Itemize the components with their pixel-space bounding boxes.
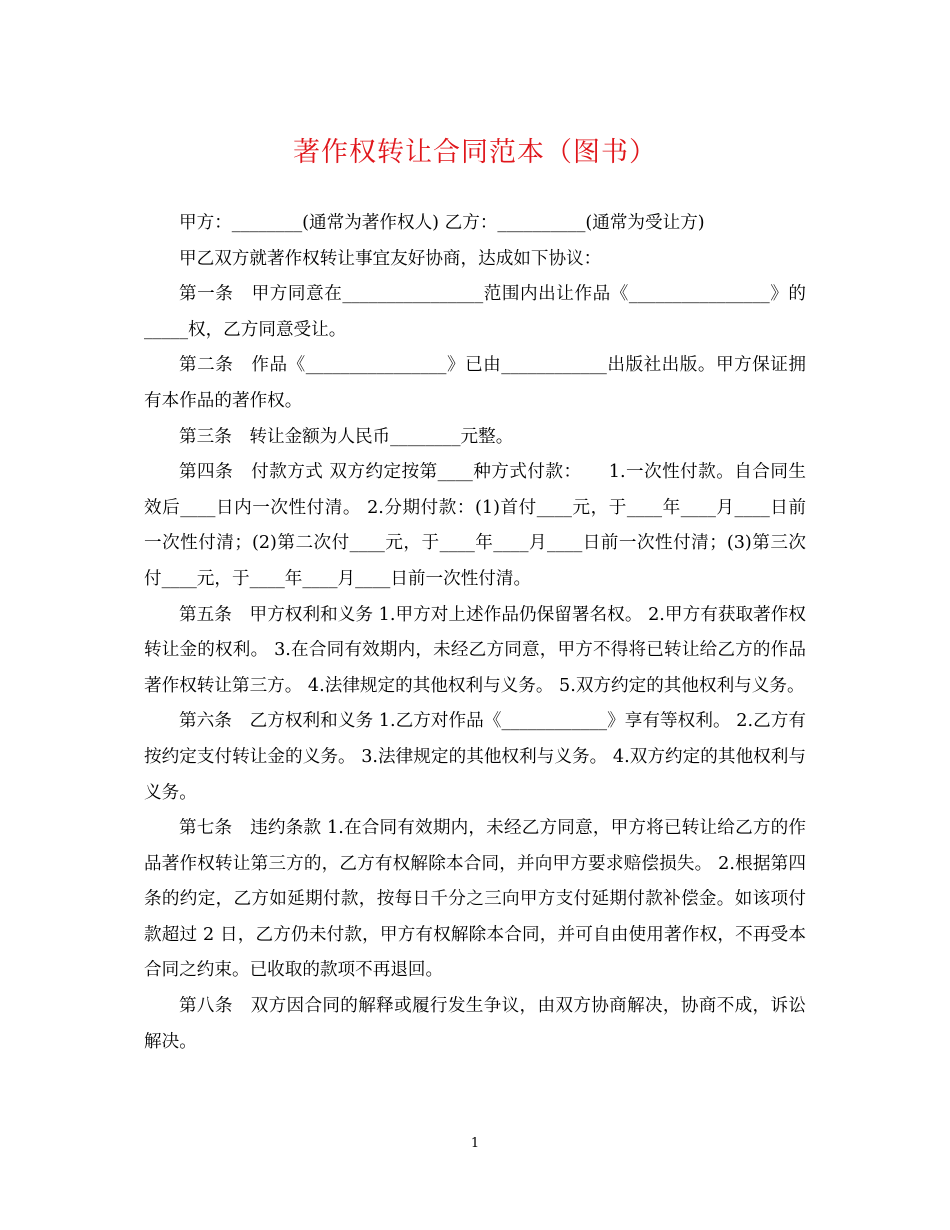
article-6: 第六条 乙方权利和义务 1.乙方对作品《____________》享有等权利。 2.乙方有按约定支付转让金的义务。 3.法律规定的其他权利与义务。 4.双方约定的其他权利与义务。 <box>144 711 806 803</box>
article-7: 第七条 违约条款 1.在合同有效期内，未经乙方同意，甲方将已转让给乙方的作品著作权转让第三方的，乙方有权解除本合同，并向甲方要求赔偿损失。 2.根据第四条的约定，乙方如延期付款，按每日千分之三向甲方支付延期付款补偿金。如该项付款超过 2 日，乙方仍未付款，甲方有权解除本合同，并可自由使用著作权，不再受本合同之约束。已收取的款项不再退回。 <box>144 818 806 981</box>
article-2: 第二条 作品《________________》已由____________出版社出版。甲方保证拥有本作品的著作权。 <box>144 355 806 411</box>
document-title: 著作权转让合同范本（图书） <box>293 137 657 168</box>
article-5: 第五条 甲方权利和义务 1.甲方对上述作品仍保留署名权。 2.甲方有获取著作权转让金的权利。 3.在合同有效期内，未经乙方同意，甲方不得将已转让给乙方的作品著作权转让第三方。 4.法律规定的其他权利与义务。 5.双方约定的其他权利与义务。 <box>144 604 806 696</box>
article-3: 第三条 转让金额为人民币________元整。 <box>179 426 514 447</box>
contract-body <box>144 206 806 1060</box>
article-4: 第四条 付款方式 双方约定按第____种方式付款： 1.一次性付款。自合同生效后____日内一次性付清。 2.分期付款：(1)首付____元，于____年____月____日前一次性付清；(2)第二次付____元，于____年____月____日前一次性付清；(3)第三次付____元，于____年____月____日前一次性付清。 <box>144 462 806 589</box>
preamble: 甲乙双方就著作权转让事宜友好协商，达成如下协议： <box>179 248 602 269</box>
article-1: 第一条 甲方同意在________________范围内出让作品《________________》的_____权，乙方同意受让。 <box>144 284 806 340</box>
article-8: 第八条 双方因合同的解释或履行发生争议，由双方协商解决，协商不成，诉讼解决。 <box>144 996 806 1052</box>
page-number: 1 <box>470 1136 480 1151</box>
party-line: 甲方：________(通常为著作权人) 乙方：__________(通常为受让方) <box>179 213 705 233</box>
